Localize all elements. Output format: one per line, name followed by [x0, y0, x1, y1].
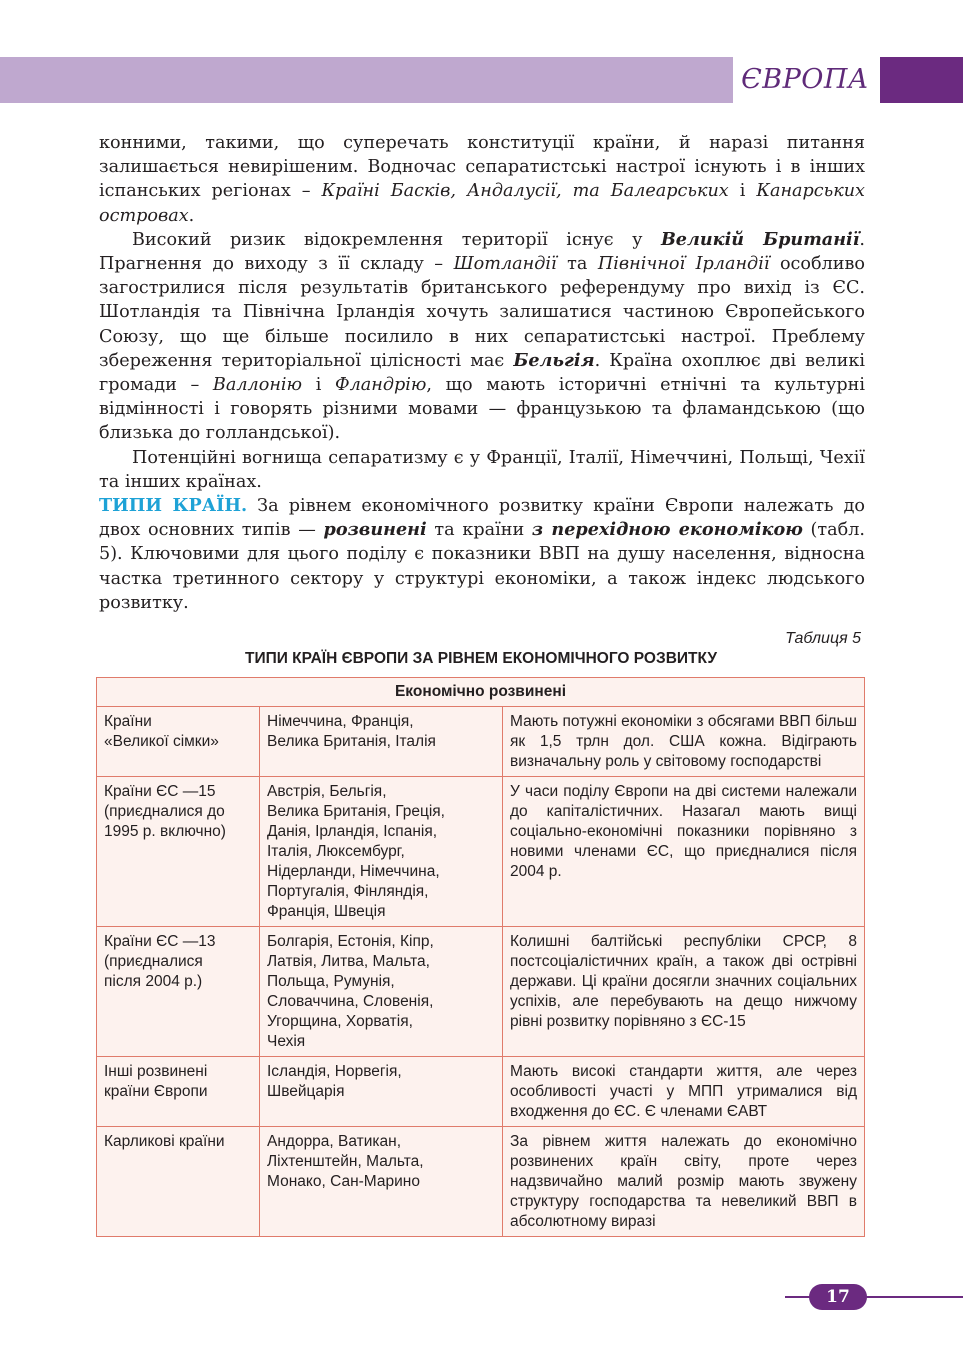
description-cell-text: Мають високі стандарти життя, але через особливості участі у МПП утрималися від входження до ЄС. Є членами ЄАВТ — [510, 1063, 857, 1120]
paragraph-4 — [99, 494, 865, 615]
text-run: розвинені — [323, 519, 427, 541]
text-run: Північної Ірландії — [597, 254, 770, 275]
table-row — [97, 927, 865, 1057]
description-cell — [503, 1127, 865, 1237]
table-caption: Таблиця 5 — [785, 630, 861, 647]
text-run: ТИПИ КРАЇН. — [99, 495, 248, 517]
text-run: з перехідною економікою — [531, 519, 803, 541]
countries-cell — [260, 927, 503, 1057]
countries-cell — [260, 1057, 503, 1127]
paragraph-2 — [99, 228, 865, 446]
table-section-header: Економічно розвинені — [97, 678, 865, 707]
description-cell-text: За рівнем життя належать до економічно розвинених країн світу, проте через надзвичайно малий розмір мають звужену структуру господарства та невеликий ВВП в абсолютному виразі — [510, 1133, 857, 1230]
text-run: , що мають історичні етнічні та культурні відмінності і говорять різними мовами — французькою та фламандською (що близька до голландської). — [99, 375, 865, 444]
text-run: . Прагнення до виходу з її складу – — [99, 229, 865, 275]
text-run: За рівнем економічного розвитку країни Європи належать до двох основних типів — — [99, 496, 865, 541]
table-row — [97, 1127, 865, 1237]
description-cell — [503, 777, 865, 927]
text-run: і — [728, 181, 757, 202]
text-run: Бельгія — [513, 349, 595, 371]
text-run: Потенційні вогнища сепаратизму є у Франції, Італії, Німеччині, Польщі, Чехії та інших країнах. — [99, 447, 865, 492]
countries-cell-text: Німеччина, Франція, Велика Британія, Італія — [267, 713, 436, 750]
text-run: Канарських островах — [99, 181, 865, 226]
countries-cell — [260, 707, 503, 777]
description-cell-text: Колишні балтійські республіки СРСР, 8 постсоціалістичних країн, а також дві острівні держави. Ці країни досягли значних соціальних успіхів, але перебувають на дещо нижчому рівні розвитку порівняно з ЄС-15 — [510, 933, 857, 1030]
text-run: . Країна охоплює дві великі громади – — [99, 350, 865, 396]
text-run: Фландрію — [335, 375, 427, 396]
table-row — [97, 777, 865, 927]
description-cell-text: Мають потужні економіки з обсягами ВВП більш як 1,5 трлн дол. США кожна. Відіграють визначальну роль у світовому господарстві — [510, 713, 857, 770]
table-row — [97, 1057, 865, 1127]
country-types-table — [96, 677, 865, 1237]
countries-cell — [260, 1127, 503, 1237]
countries-cell-text: Андорра, Ватикан, Ліхтенштейн, Мальта, Монако, Сан-Марино — [267, 1133, 424, 1190]
text-run: Країні Басків, Андалусії, та Балеарських — [321, 181, 729, 202]
countries-cell-text: Болгарія, Естонія, Кіпр, Латвія, Литва, Мальта, Польща, Румунія, Словаччина, Словенія, Угорщина, Хорватія, Чехія — [267, 933, 434, 1050]
table-row — [97, 707, 865, 777]
section-title: ЄВРОПА — [741, 64, 869, 95]
text-run: та країни — [426, 520, 532, 541]
group-cell-text: Карликові країни — [104, 1133, 225, 1150]
group-cell — [97, 777, 260, 927]
group-cell — [97, 707, 260, 777]
group-cell-text: Країни ЄС —15 (приєдналися до 1995 р. включно) — [104, 783, 226, 840]
group-cell-text: Країни «Великої сімки» — [104, 713, 219, 750]
text-run: та — [556, 254, 598, 275]
header-block — [880, 57, 963, 103]
text-run: . — [188, 205, 195, 226]
group-cell — [97, 1057, 260, 1127]
text-run: конними, такими, що суперечать конституції країни, й наразі питання залишається невирішеним. Водночас сепаратистські настрої існують і в інших іспанських регіонах – — [99, 133, 865, 202]
group-cell — [97, 927, 260, 1057]
countries-cell — [260, 777, 503, 927]
text-run: і — [302, 375, 335, 396]
table-header-row — [97, 678, 865, 707]
paragraph-1 — [99, 131, 865, 228]
header-band — [0, 57, 733, 103]
group-cell-text: Країни ЄС —13 (приєдналися після 2004 р.) — [104, 933, 216, 990]
page-number: 17 — [809, 1284, 867, 1310]
countries-cell-text: Ісландія, Норвегія, Швейцарія — [267, 1063, 402, 1100]
text-run: Валлонію — [212, 375, 303, 396]
countries-cell-text: Австрія, Бельгія, Велика Британія, Греція, Данія, Ірландія, Іспанія, Італія, Люксембург, Нідерланди, Німеччина, Португалія, Фінляндія, Франція, Швеція — [267, 783, 445, 920]
table-title: ТИПИ КРАЇН ЄВРОПИ ЗА РІВНЕМ ЕКОНОМІЧНОГО РОЗВИТКУ — [244, 650, 717, 667]
description-cell — [503, 1057, 865, 1127]
description-cell — [503, 927, 865, 1057]
paragraph-3 — [99, 446, 865, 494]
text-run: особливо загострилися після результатів британського референдуму про вихід із ЄС. Шотландія та Північна Ірландія хочуть залишатися частиною Європейського Союзу, що ще більше посилило в них сепаратистські настрої. Преблему збереження територіальної цілісності має — [99, 254, 865, 371]
text-run: Високий ризик відокремлення території існує у — [132, 229, 661, 250]
text-run: Великій Британії — [660, 228, 860, 250]
text-run: Шотландії — [453, 254, 557, 275]
group-cell — [97, 1127, 260, 1237]
text-run: (табл. 5). Ключовими для цього поділу є показники ВВП на душу населення, відносна частка третинного сектору у структурі економіки, а також індекс людського розвитку. — [99, 520, 865, 613]
group-cell-text: Інші розвинені країни Європи — [104, 1063, 208, 1100]
body-text — [99, 131, 865, 615]
description-cell — [503, 707, 865, 777]
description-cell-text: У часи поділу Європи на дві системи належали до капіталістичних. Назагал мають вищі соціально-економічні показники порівняно з новими членами ЄС, що приєдналися після 2004 р. — [510, 783, 857, 880]
